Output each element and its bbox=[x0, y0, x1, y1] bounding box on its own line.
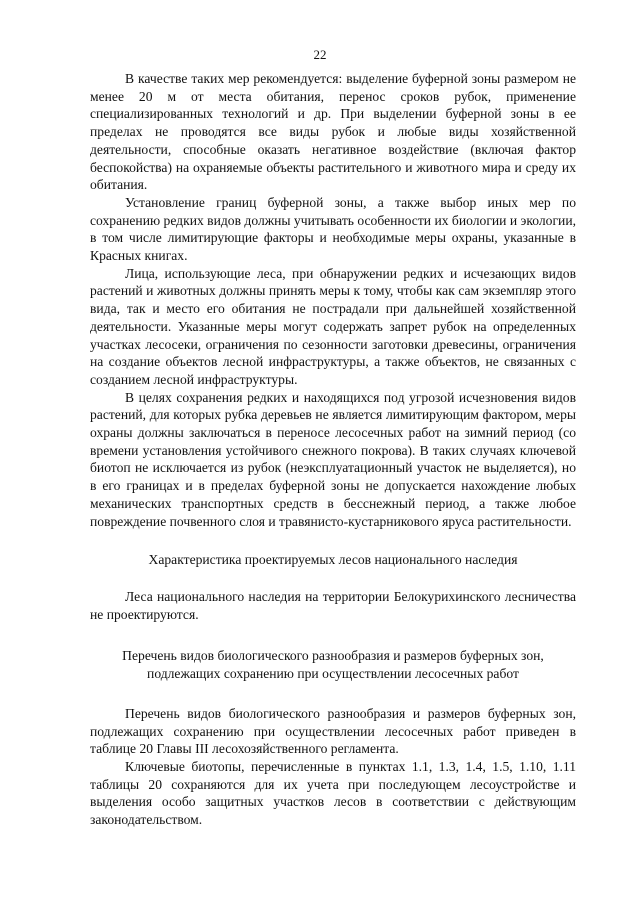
section-heading-national-heritage-forests: Характеристика проектируемых лесов национального наследия bbox=[148, 552, 518, 568]
section-heading-biodiversity-line-1: Перечень видов биологического разнообразия и размеров буферных зон, bbox=[122, 648, 544, 664]
paragraph-biodiversity-list-reference: Перечень видов биологического разнообразия и размеров буферных зон, подлежащих сохранению при осуществлении лесосечных работ приведен в таблице 20 Главы III лесохозяйственного регламента. bbox=[90, 705, 576, 757]
paragraph-key-biotopes: Ключевые биотопы, перечисленные в пунктах 1.1, 1.3, 1.4, 1.5, 1.10, 1.11 таблицы 20 сохраняются для их учета при последующем лесоустройстве и выделения особо защитных участков лесов в соответствии с действующим законодательством. bbox=[90, 758, 576, 828]
page-number: 22 bbox=[313, 47, 327, 62]
paragraph-rare-species-protection: В целях сохранения редких и находящихся под угрозой исчезновения видов растений, для которых рубка деревьев не является лимитирующим фактором, меры охраны должны заключаться в переносе лесосечных работ на зимний период (со времени установления устойчивого снежного покрова). В таких случаях ключевой биотоп не исключается из рубок (неэксплуатационный участок не выделяется), но в его границах и в пределах буферной зоны не допускается нахождение любых механических транспортных средств в бесснежный период, а также любое повреждение почвенного слоя и травянисто-кустарникового яруса растительности. bbox=[90, 389, 576, 529]
paragraph-buffer-zone-boundaries: Установление границ буферной зоны, а также выбор иных мер по сохранению редких видов должны учитывать особенности их биологии и экологии, в том числе лимитирующие факторы и необходимые меры охраны, указанные в Красных книгах. bbox=[90, 194, 576, 264]
paragraph-national-heritage-forests: Леса национального наследия на территории Белокурихинского лесничества не проектируются. bbox=[90, 588, 576, 622]
page-content bbox=[90, 70, 576, 829]
section-heading-biodiversity-line-2: подлежащих сохранению при осуществлении лесосечных работ bbox=[147, 666, 519, 682]
paragraph-forest-users-obligations: Лица, использующие леса, при обнаружении редких и исчезающих видов растений и животных должны принять меры к тому, чтобы как сам экземпляр этого вида, так и место его обитания не пострадали при дальнейшей хозяйственной деятельности. Указанные меры могут содержать запрет рубок на определенных участках лесосеки, ограничения по сезонности заготовки древесины, ограничения на создание объектов лесной инфраструктуры, а также объектов, не связанных с созданием лесной инфраструктуры. bbox=[90, 265, 576, 387]
paragraph-buffer-zone-measures: В качестве таких мер рекомендуется: выделение буферной зоны размером не менее 20 м от места обитания, перенос сроков рубок, применение специализированных технологий и др. При выделении буферной зоны в ее пределах не проводятся все виды рубок и любые виды хозяйственной деятельности, способные оказать негативное воздействие (включая фактор беспокойства) на охраняемые объекты растительного и животного мира и среду их обитания. bbox=[90, 71, 576, 193]
